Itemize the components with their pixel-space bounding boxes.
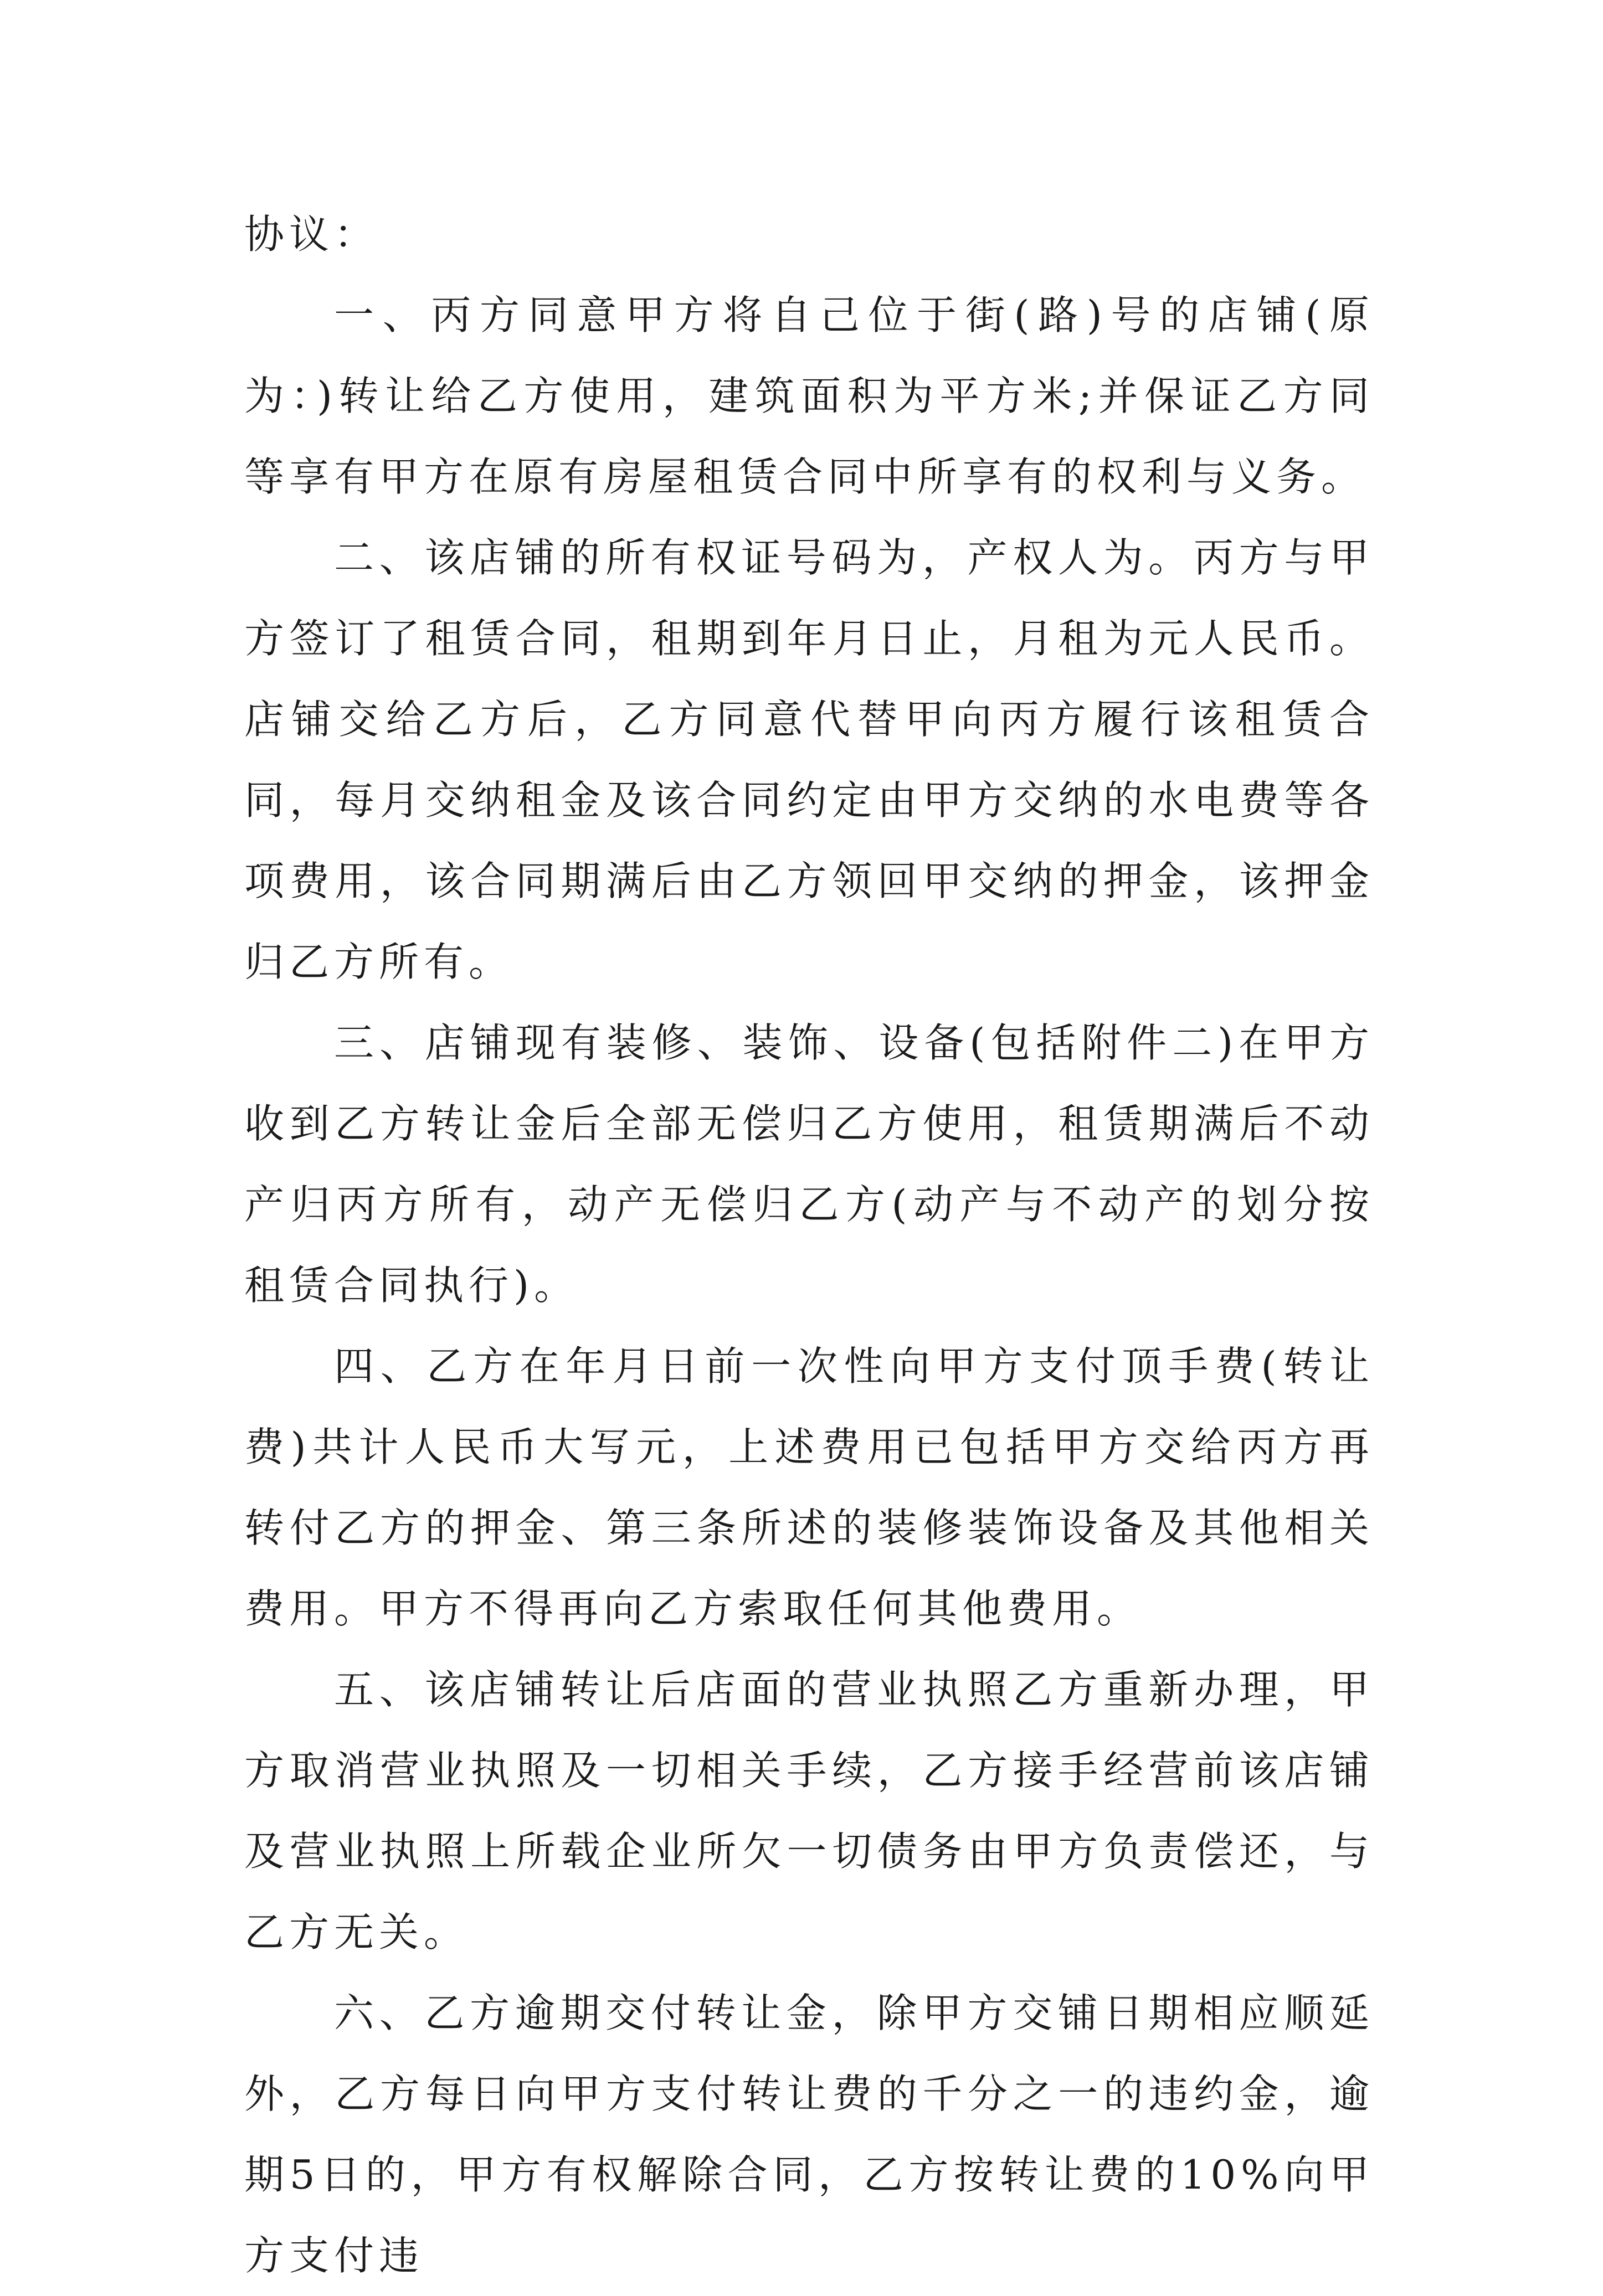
- agreement-body: [244, 194, 1374, 2296]
- clause-4: 四、乙方在年月日前一次性向甲方支付顶手费(转让费)共计人民币大写元，上述费用已包括甲方交给丙方再转付乙方的押金、第三条所述的装修装饰设备及其他相关费用。甲方不得再向乙方索取任何其他费用。: [244, 1343, 1374, 1632]
- clause-2: 二、该店铺的所有权证号码为，产权人为。丙方与甲方签订了租赁合同，租期到年月日止，月租为元人民币。店铺交给乙方后，乙方同意代替甲向丙方履行该租赁合同，每月交纳租金及该合同约定由甲方交纳的水电费等各项费用，该合同期满后由乙方领回甲交纳的押金，该押金归乙方所有。: [244, 534, 1374, 985]
- clause-6: 六、乙方逾期交付转让金，除甲方交铺日期相应顺延外，乙方每日向甲方支付转让费的千分之一的违约金，逾期5日的，甲方有权解除合同，乙方按转让费的10%向甲方支付违: [244, 1990, 1374, 2279]
- clause-5: 五、该店铺转让后店面的营业执照乙方重新办理，甲方取消营业执照及一切相关手续，乙方接手经营前该店铺及营业执照上所载企业所欠一切债务由甲方负责偿还，与乙方无关。: [244, 1666, 1374, 1955]
- agreement-heading: 协议：: [244, 211, 379, 258]
- clause-3: 三、店铺现有装修、装饰、设备(包括附件二)在甲方收到乙方转让金后全部无偿归乙方使用，租赁期满后不动产归丙方所有，动产无偿归乙方(动产与不动产的划分按租赁合同执行)。: [244, 1020, 1374, 1309]
- clause-1: 一、丙方同意甲方将自己位于街(路)号的店铺(原为：)转让给乙方使用，建筑面积为平方米;并保证乙方同等享有甲方在原有房屋租赁合同中所享有的权利与义务。: [244, 292, 1374, 500]
